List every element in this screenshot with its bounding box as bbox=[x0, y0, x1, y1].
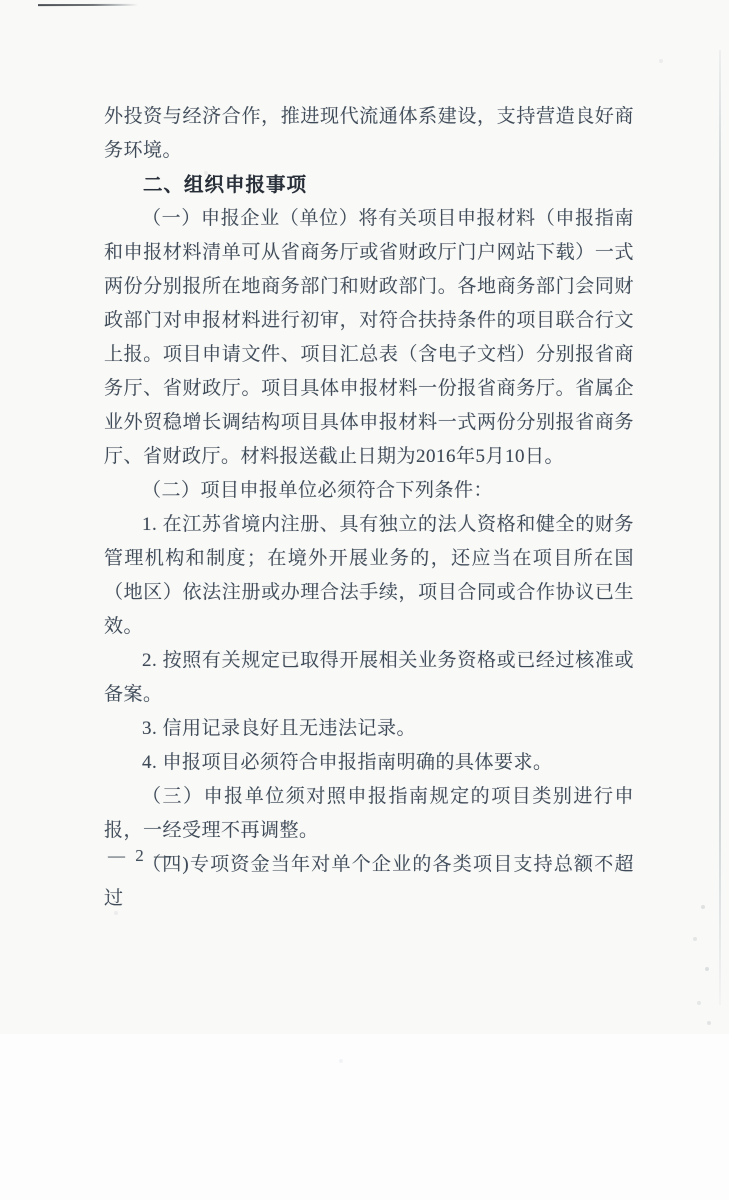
paragraph-condition-1: 1. 在江苏省境内注册、具有独立的法人资格和健全的财务管理机构和制度；在境外开展业务的，还应当在项目所在国（地区）依法注册或办理合法手续，项目合同或合作协议已生效。 bbox=[104, 514, 634, 637]
paragraph-item-3: （三）申报单位须对照申报指南规定的项目类别进行申报，一经受理不再调整。 bbox=[104, 786, 634, 841]
paragraph-condition-2: 2. 按照有关规定已取得开展相关业务资格或已经过核准或备案。 bbox=[104, 650, 634, 705]
paragraph-condition-3: 3. 信用记录良好且无违法记录。 bbox=[142, 718, 417, 739]
paragraph-item-2: （二）项目申报单位必须符合下列条件： bbox=[142, 480, 494, 501]
scan-noise-speckles bbox=[0, 0, 2, 2]
document-body bbox=[104, 100, 634, 916]
paragraph-item-1: （一）申报企业（单位）将有关项目申报材料（申报指南和申报材料清单可从省商务厅或省财政厅门户网站下载）一式两份分别报所在地商务部门和财政部门。各地商务部门会同财政部门对申报材料进行初审，对符合扶持条件的项目联合行文上报。项目申请文件、项目汇总表（含电子文档）分别报省商务厅、省财政厅。项目具体申报材料一份报省商务厅。省属企业外贸稳增长调结构项目具体申报材料一式两份分别报省商务厅、省财政厅。材料报送截止日期为2016年5月10日。 bbox=[104, 208, 634, 467]
paragraph-condition-4: 4. 申报项目必须符合申报指南明确的具体要求。 bbox=[142, 752, 553, 773]
scan-bottom-margin bbox=[0, 1034, 729, 1200]
page-number: — 2 — bbox=[108, 846, 174, 865]
paragraph-item-4: （四)专项资金当年对单个企业的各类项目支持总额不超过 bbox=[104, 854, 634, 909]
paragraph-continuation: 外投资与经济合作，推进现代流通体系建设，支持营造良好商务环境。 bbox=[104, 106, 634, 161]
scan-artifact-right-edge-line bbox=[719, 50, 721, 1005]
scan-artifact-top-streak bbox=[38, 4, 138, 6]
section-heading: 二、组织申报事项 bbox=[143, 174, 308, 196]
